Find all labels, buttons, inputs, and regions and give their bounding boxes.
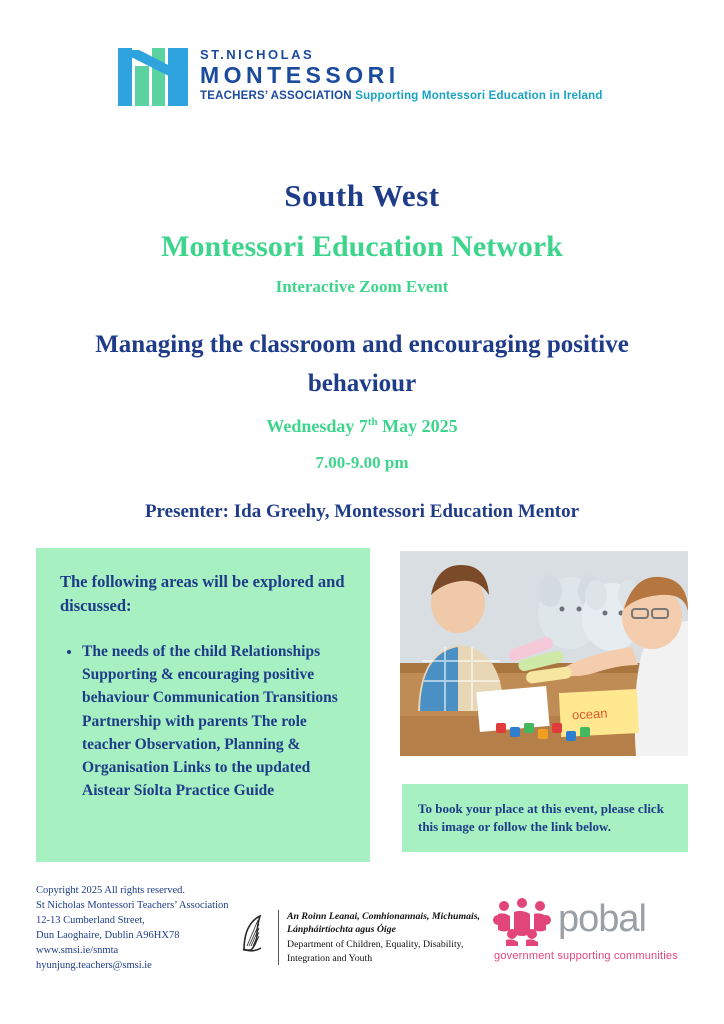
title-block	[0, 178, 724, 523]
logo-line-montessori: MONTESSORI	[200, 61, 400, 88]
department-logo	[278, 910, 492, 965]
topics-list	[60, 640, 350, 803]
event-date-ordinal: th	[367, 415, 378, 428]
topics-intro: The following areas will be explored and discussed:	[60, 572, 345, 615]
pobal-wordmark: pobal	[558, 898, 646, 940]
event-date-main: Wednesday 7	[266, 415, 368, 436]
event-presenter: Presenter: Ida Greehy, Montessori Education Mentor	[144, 500, 580, 522]
event-photo[interactable]	[400, 551, 688, 756]
pobal-tagline: government supporting communities	[494, 950, 678, 962]
footer-org: St Nicholas Montessori Teachers’ Association	[36, 899, 229, 911]
footer-contact-block	[36, 884, 229, 973]
booking-panel[interactable]	[402, 784, 688, 852]
classroom-photo-illustration	[400, 551, 688, 756]
footer-website-link[interactable]: www.smsi.ie/snmta	[36, 944, 119, 956]
event-date-rest: May 2025	[377, 415, 458, 436]
logo-line-support: Supporting Montessori Education in Ireland	[355, 89, 603, 102]
harp-icon	[238, 912, 268, 954]
event-type-label: Interactive Zoom Event	[275, 277, 449, 296]
booking-text: To book your place at this event, please click this image or follow the link below.	[418, 801, 664, 835]
footer-address-line1: 12-13 Cumberland Street,	[36, 914, 145, 926]
event-topic-title: Managing the classroom and encouraging positive behaviour	[95, 331, 629, 397]
montessori-logo-icon	[118, 48, 190, 106]
association-logo	[118, 48, 618, 118]
logo-line-nicholas: ST.NICHOLAS	[200, 47, 315, 62]
footer-copyright: Copyright 2025 All rights reserved.	[36, 885, 186, 896]
department-name-irish: An Roinn Leanai, Comhionannais, Michumais, Lánpháirtíochta agus Óige	[287, 911, 481, 936]
event-date	[0, 416, 724, 437]
svg-text:ocean: ocean	[571, 705, 608, 723]
region-title: South West	[284, 178, 440, 213]
logo-line-association: TEACHERS’ ASSOCIATION	[200, 89, 356, 102]
topics-panel	[36, 548, 370, 862]
network-title: Montessori Education Network	[161, 230, 563, 263]
footer-address-line2: Dun Laoghaire, Dublin A96HX78	[36, 929, 180, 941]
list-item: • The needs of the child Relationships Supporting & encouraging positive behaviour Communication Transitions Partnership with parents The role teacher Observation, Planning & Organisation Links to the updated Aistear Síolta Practice Guide	[82, 640, 350, 803]
footer-email-link[interactable]: hyunjung.teachers@smsi.ie	[36, 959, 152, 971]
event-time: 7.00-9.00 pm	[315, 452, 409, 472]
pobal-people-icon	[492, 898, 552, 946]
department-name-english: Department of Children, Equality, Disability, Integration and Youth	[287, 939, 464, 964]
pobal-logo	[492, 898, 682, 968]
